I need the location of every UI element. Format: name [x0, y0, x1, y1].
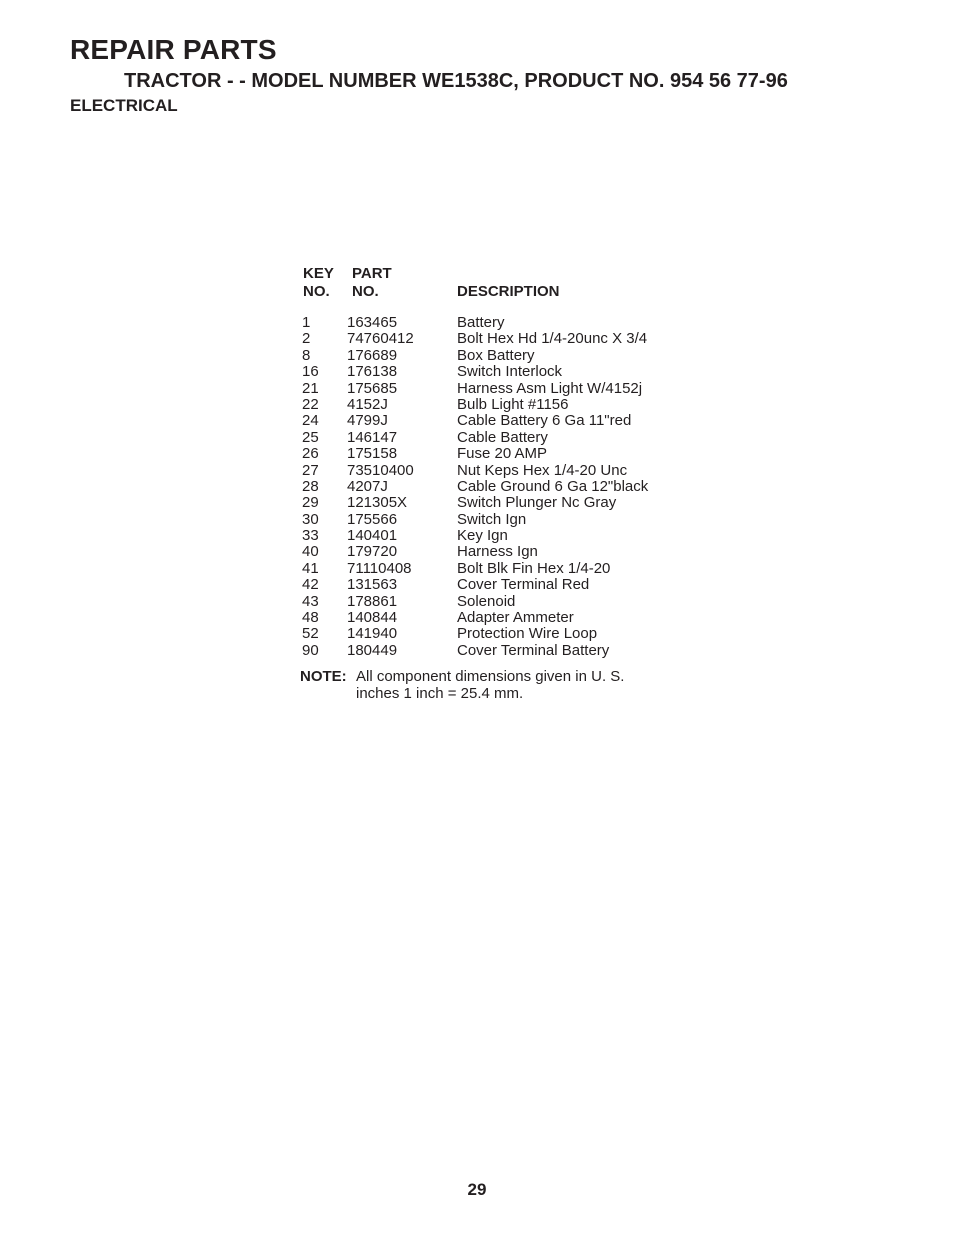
description-cell: Cable Ground 6 Ga 12"black [457, 477, 649, 495]
description-cell: Bulb Light #1156 [457, 395, 569, 413]
part-number-cell: 175566 [347, 510, 398, 528]
part-number-cell: 140401 [347, 527, 398, 545]
key-cell: 30 [302, 510, 319, 528]
part-number-cell: 71110408 [347, 559, 412, 577]
description-cell: Solenoid [457, 592, 516, 610]
part-number-cell: 121305X [347, 494, 408, 512]
key-cell: 90 [302, 641, 319, 659]
key-cell: 25 [302, 428, 319, 446]
key-cell: 33 [302, 527, 319, 545]
key-cell: 48 [302, 609, 319, 627]
note-text [356, 669, 656, 702]
part-number-cell: 4152J [347, 395, 388, 413]
description-cell: Key Ign [457, 527, 508, 545]
description-cell: Cover Terminal Red [457, 576, 590, 594]
description-cell: Fuse 20 AMP [457, 445, 548, 463]
key-cell: 26 [302, 445, 319, 463]
part-number-cell: 175158 [347, 445, 398, 463]
part-number-cell: 74760412 [347, 330, 414, 348]
part-number-cell: 175685 [347, 379, 398, 397]
description-cell: Bolt Hex Hd 1/4-20unc X 3/4 [457, 330, 648, 348]
page-title: REPAIR PARTS [70, 34, 277, 65]
description-cell: Harness Asm Light W/4152j [457, 379, 643, 397]
part-number-cell: 176689 [347, 346, 398, 364]
key-cell: 24 [302, 412, 319, 430]
key-cell: 52 [302, 625, 319, 643]
description-cell: Cover Terminal Battery [457, 641, 610, 659]
description-cell: Switch Ign [457, 510, 527, 528]
key-cell: 16 [302, 363, 319, 381]
description-cell: Box Battery [457, 346, 535, 364]
key-cell: 21 [302, 379, 319, 397]
key-cell: 2 [302, 330, 311, 348]
part-number-cell: 140844 [347, 609, 398, 627]
part-number-cell: 178861 [347, 592, 398, 610]
description-header: DESCRIPTION [457, 283, 560, 300]
part-header-line1: PART [352, 265, 392, 282]
part-number-cell: 146147 [347, 428, 398, 446]
page-number: 29 [467, 1180, 487, 1199]
key-cell: 41 [302, 559, 319, 577]
key-cell: 1 [302, 314, 311, 331]
part-number-cell: 131563 [347, 576, 398, 594]
note-label: NOTE: [300, 668, 347, 685]
part-number-cell: 179720 [347, 543, 398, 561]
part-number-cell: 141940 [347, 625, 398, 643]
key-cell: 29 [302, 494, 319, 512]
key-cell: 40 [302, 543, 319, 561]
description-cell: Bolt Blk Fin Hex 1/4-20 [457, 559, 611, 577]
key-cell: 8 [302, 346, 311, 364]
description-cell: Cable Battery 6 Ga 11"red [457, 412, 632, 430]
description-cell: Cable Battery [457, 428, 548, 446]
note-line-2: inches 1 inch = 25.4 mm. [356, 684, 524, 702]
key-header-line2: NO. [303, 283, 330, 300]
part-number-cell: 4799J [347, 412, 388, 430]
section-heading: ELECTRICAL [70, 96, 178, 115]
part-number-cell: 176138 [347, 363, 398, 381]
description-cell: Nut Keps Hex 1/4-20 Unc [457, 461, 628, 479]
description-cell: Battery [457, 314, 505, 331]
part-number-cell: 180449 [347, 641, 398, 659]
part-header-line2: NO. [352, 283, 379, 300]
description-cell: Harness Ign [457, 543, 538, 561]
description-cell: Switch Plunger Nc Gray [457, 494, 617, 512]
description-cell: Protection Wire Loop [457, 625, 598, 643]
description-cell: Switch Interlock [457, 363, 563, 381]
note-line-1: All component dimensions given in U. S. [356, 668, 625, 685]
key-cell: 22 [302, 395, 319, 413]
description-cell: Adapter Ammeter [457, 609, 574, 627]
page-subtitle: TRACTOR - - MODEL NUMBER WE1538C, PRODUCT NO. 954 56 77-96 [124, 70, 788, 92]
part-number-cell: 4207J [347, 477, 388, 495]
key-cell: 42 [302, 576, 319, 594]
key-cell: 28 [302, 477, 319, 495]
key-cell: 43 [302, 592, 319, 610]
part-number-cell: 73510400 [347, 461, 414, 479]
part-number-cell: 163465 [347, 314, 398, 331]
key-header-line1: KEY [303, 265, 334, 282]
key-cell: 27 [302, 461, 319, 479]
